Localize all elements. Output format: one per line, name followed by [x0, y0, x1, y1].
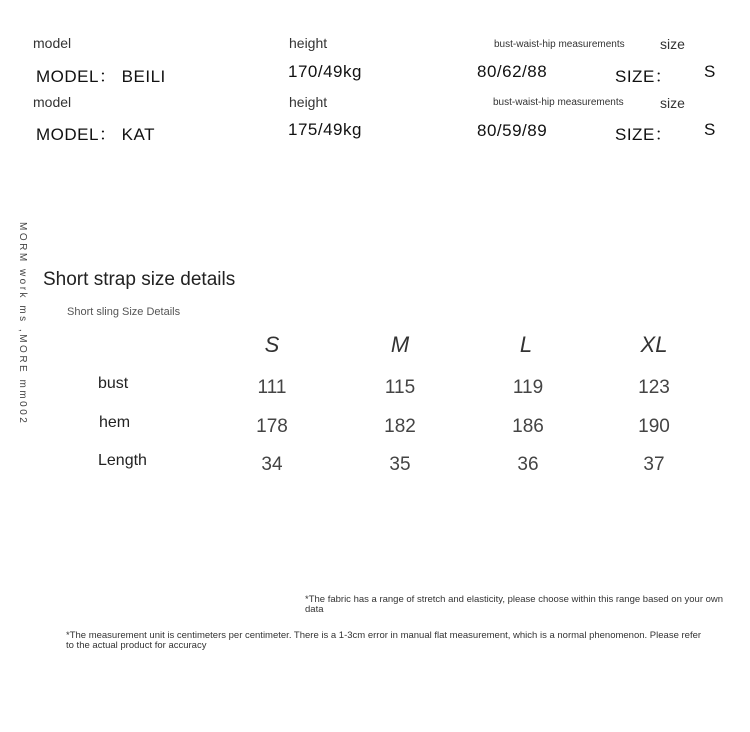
size-header: size: [660, 95, 685, 111]
size-column-m: M: [390, 332, 410, 357]
table-cell: 115: [384, 377, 416, 398]
table-cell: 35: [389, 454, 411, 475]
model-height: 170/49kg: [288, 62, 362, 81]
table-cell: 186: [512, 416, 544, 437]
model-size-label: SIZE：: [615, 125, 673, 144]
measurement-note: *The measurement unit is centimeters per centimeter. There is a 1-3cm error in manual flat measurement, which is a normal phenomenon. Please refer to the actual product for accuracy: [66, 630, 702, 651]
model-size: S: [704, 120, 716, 139]
height-header: height: [289, 94, 328, 110]
model-size-label: SIZE：: [615, 67, 673, 86]
model-bwh: 80/59/89: [477, 121, 548, 140]
model-header: model: [33, 94, 72, 110]
table-cell: 119: [512, 377, 544, 398]
table-cell: 36: [517, 454, 539, 475]
table-cell: 190: [638, 416, 670, 437]
size-table-subtitle: Short sling Size Details: [67, 306, 181, 318]
size-header: size: [660, 36, 685, 52]
bwh-header: bust-waist-hip measurements: [493, 97, 624, 108]
model-name: MODEL： BEILI: [36, 67, 166, 86]
table-cell: 37: [643, 454, 665, 475]
model-header: model: [33, 35, 72, 51]
row-label-hem: hem: [99, 414, 131, 431]
size-column-l: L: [519, 332, 533, 357]
model-height: 175/49kg: [288, 120, 362, 139]
bwh-header: bust-waist-hip measurements: [494, 39, 625, 50]
table-cell: 178: [256, 416, 288, 437]
size-column-s: S: [264, 332, 280, 357]
table-cell: 34: [261, 454, 283, 475]
model-bwh: 80/62/88: [477, 62, 548, 81]
table-cell: 123: [638, 377, 670, 398]
brand-vertical-text: MORM work ms ,MORE mm002: [17, 222, 28, 426]
fabric-note: *The fabric has a range of stretch and elasticity, please choose within this range based on your own data: [305, 594, 724, 615]
model-size: S: [704, 62, 716, 81]
row-label-bust: bust: [98, 375, 129, 392]
height-header: height: [289, 35, 328, 51]
row-label-length: Length: [98, 452, 147, 469]
model-name: MODEL： KAT: [36, 125, 155, 144]
size-table-title: Short strap size details: [43, 269, 236, 290]
table-cell: 111: [257, 377, 287, 398]
table-cell: 182: [384, 416, 416, 437]
size-column-xl: XL: [640, 332, 668, 357]
